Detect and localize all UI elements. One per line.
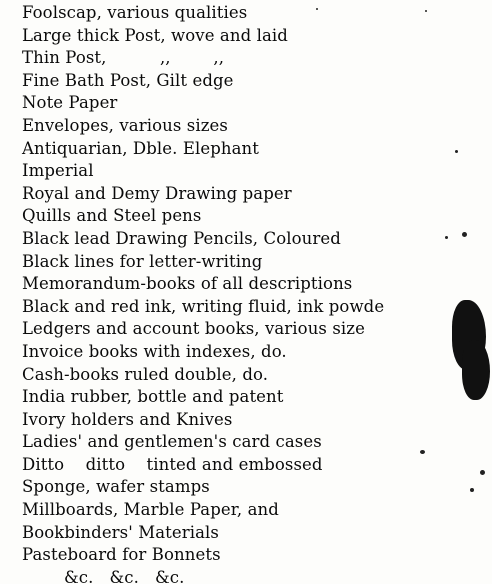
list-item: Foolscap, various qualities — [22, 3, 248, 22]
list-item: Memorandum-books of all descriptions — [22, 274, 353, 294]
list-item: Note Paper — [22, 93, 118, 113]
stationery-list — [22, 2, 384, 584]
list-item: Millboards, Marble Paper, and — [22, 500, 279, 520]
list-item: Black lines for letter-writing — [22, 251, 263, 271]
list-item: Fine Bath Post, Gilt edge — [22, 70, 234, 90]
list-item: Thin Post, ,, ,, — [22, 48, 225, 68]
list-item: Pasteboard for Bonnets — [22, 545, 221, 565]
ink-speck — [455, 150, 458, 153]
list-item: Antiquarian, Dble. Elephant — [22, 138, 259, 158]
ink-speck — [462, 232, 467, 237]
list-item: India rubber, bottle and patent — [22, 387, 284, 407]
list-item: Large thick Post, wove and laid — [22, 25, 288, 45]
ink-speck — [420, 450, 425, 454]
list-item: Black lead Drawing Pencils, Coloured — [22, 228, 341, 248]
ink-blot — [462, 340, 490, 400]
list-item: Ladies' and gentlemen's card cases — [22, 432, 322, 452]
list-item: Ivory holders and Knives — [22, 409, 233, 429]
ink-speck — [316, 8, 318, 10]
ink-speck — [445, 236, 448, 239]
list-item: Imperial — [22, 161, 94, 181]
ink-speck — [425, 10, 427, 12]
list-item: Ditto ditto tinted and embossed — [22, 454, 323, 474]
list-item: Ledgers and account books, various size — [22, 319, 365, 339]
ink-speck — [480, 470, 485, 475]
ink-speck — [470, 488, 474, 492]
closing-line: &c. &c. &c. — [64, 567, 185, 584]
list-item: Quills and Steel pens — [22, 206, 202, 226]
list-item: Cash-books ruled double, do. — [22, 364, 269, 384]
list-item: Envelopes, various sizes — [22, 115, 228, 135]
list-item: Bookbinders' Materials — [22, 522, 219, 542]
list-item: Royal and Demy Drawing paper — [22, 183, 292, 203]
list-item: Black and red ink, writing fluid, ink powde — [22, 296, 385, 316]
list-item: Invoice books with indexes, do. — [22, 341, 287, 361]
list-item: Sponge, wafer stamps — [22, 477, 210, 497]
